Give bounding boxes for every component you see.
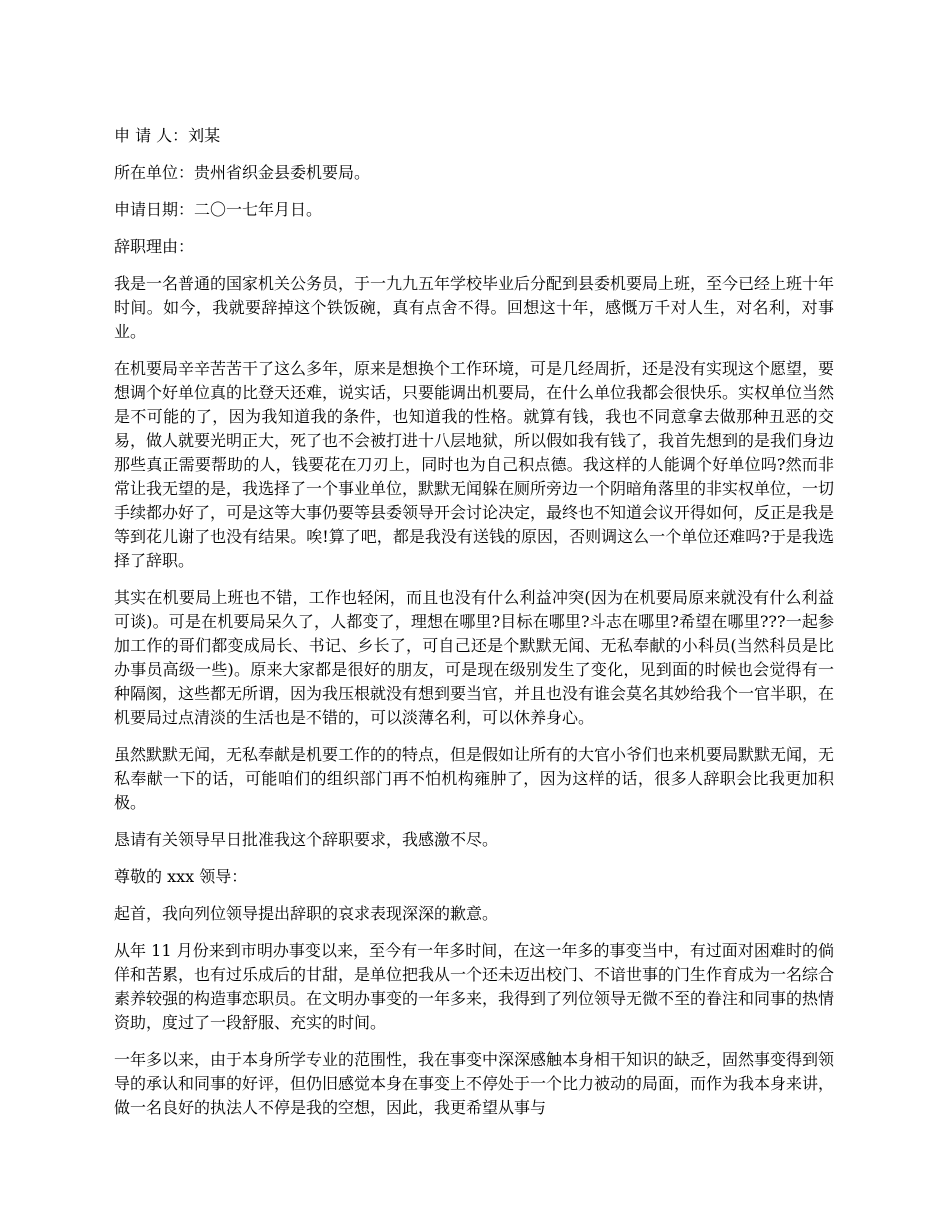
body-paragraph: 从年 11 月份来到市明办事变以来，至今有一年多时间，在这一年多的事变当中，有过面对困难时的倘佯和苦累，也有过乐成后的甘甜，是单位把我从一个还未迈出校门、不谙世事的门生作育成为一名综合素养较强的构造事恋职员。在文明办事变的一年多来，我得到了列位领导无微不至的眷注和同事的热情资助，度过了一段舒服、充实的时间。 [114,941,835,1032]
application-date-line: 申请日期：二〇一七年月日。 [114,200,323,219]
document-page [114,124,834,1133]
resignation-reason-heading: 辞职理由： [114,237,195,256]
work-unit-line: 所在单位：贵州省织金县委机要局。 [114,163,371,182]
body-paragraph: 在机要局辛辛苦苦干了这么多年，原来是想换个工作环境，可是几经周折，还是没有实现这个愿望，要想调个好单位真的比登天还难，说实话，只要能调出机要局，在什么单位我都会很快乐。实权单位当然是不可能的了，因为我知道我的条件，也知道我的性格。就算有钱，我也不同意拿去做那种丑恶的交易，做人就要光明正大，死了也不会被打进十八层地狱，所以假如我有钱了，我首先想到的是我们身边那些真正需要帮助的人，钱要花在刀刃上，同时也为自己积点德。我这样的人能调个好单位吗?然而非常让我无望的是，我选择了一个事业单位，默默无闻躲在厕所旁边一个阴暗角落里的非实权单位，一切手续都办好了，可是这等大事仍要等县委领导开会讨论决定，最终也不知道会议开得如何，反正是我是等到花儿谢了也没有结果。唉!算了吧，都是我没有送钱的原因，否则调这么一个单位还难吗?于是我选择了辞职。 [114,359,835,570]
body-paragraph: 其实在机要局上班也不错，工作也轻闲，而且也没有什么利益冲突(因为在机要局原来就没有什么利益可谈)。可是在机要局呆久了，人都变了，理想在哪里?目标在哪里?斗志在哪里?希望在哪里???一起参加工作的哥们都变成局长、书记、乡长了，可自己还是个默默无闻、无私奉献的小科员(当然科员是比办事员高级一些)。原来大家都是很好的朋友，可是现在级别发生了变化，见到面的时候也会觉得有一种隔阂，这些都无所谓，因为我压根就没有想到要当官，并且也没有谁会莫名其妙给我个一官半职，在机要局过点清淡的生活也是不错的，可以淡薄名利，可以休养身心。 [114,588,835,727]
request-paragraph: 恳请有关领导早日批准我这个辞职要求，我感激不尽。 [114,830,499,849]
applicant-line: 申 请 人：刘某 [114,126,221,145]
salutation: 尊敬的 xxx 领导： [114,867,248,886]
body-paragraph: 虽然默默无闻，无私奉献是机要工作的的特点，但是假如让所有的大官小爷们也来机要局默默无闻，无私奉献一下的话，可能咱们的组织部门再不怕机构雍肿了，因为这样的话，很多人辞职会比我更加积极。 [114,745,835,812]
body-paragraph: 我是一名普通的国家机关公务员，于一九九五年学校毕业后分配到县委机要局上班，至今已经上班十年时间。如今，我就要辞掉这个铁饭碗，真有点舍不得。回想这十年，感慨万千对人生，对名利，对事业。 [114,274,835,341]
body-paragraph: 一年多以来，由于本身所学专业的范围性，我在事变中深深感触本身相干知识的缺乏，固然事变得到领导的承认和同事的好评，但仍旧感觉本身在事变上不停处于一个比力被动的局面，而作为我本身来讲，做一名良好的执法人不停是我的空想，因此，我更希望从事与 [114,1050,835,1117]
body-paragraph: 起首，我向列位领导提出辞职的哀求表现深深的歉意。 [114,904,499,923]
